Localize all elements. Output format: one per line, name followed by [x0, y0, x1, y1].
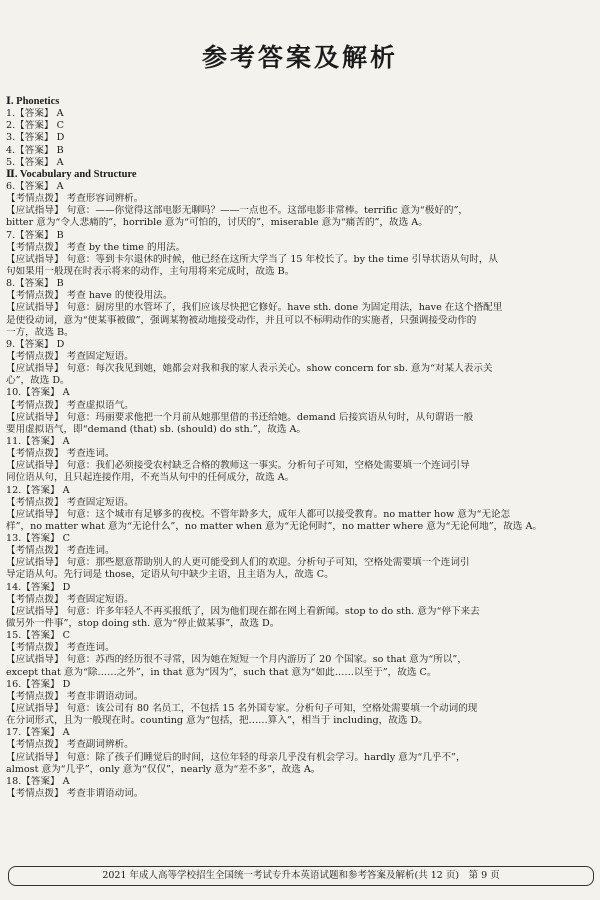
text-line: 10.【答案】 A: [6, 387, 70, 399]
text-line: 【考情点拨】 考查固定短语。: [6, 350, 134, 362]
text-line: 做另外一件事”，stop doing sth. 意为“停止做某事”，故选 D。: [6, 618, 280, 630]
text-line: 16.【答案】 D: [6, 678, 71, 690]
text-line: 要用虚拟语气，即“demand (that) sb. (should) do sth.”，故选 A。: [6, 423, 307, 435]
text-line: 【应试指导】 句意：每次我见到她，她都会对我和我的家人表示关心。show concern for sb. 意为“对某人表示关: [6, 363, 493, 375]
text-line: 14.【答案】 D: [6, 581, 71, 593]
text-line: 【考情点拨】 考查连词。: [6, 545, 115, 557]
text-line: 【应试指导】 句意：除了孩子们睡觉后的时间，这位年轻的母亲几乎没有机会学习。hardly 意为“几乎不”，: [6, 751, 466, 763]
page-title: 参考答案及解析: [201, 43, 398, 72]
text-line: except that 意为“除……之外”，in that 意为“因为”，such that 意为“如此……以至于”，故选 C。: [6, 666, 437, 678]
text-line: 【应试指导】 句意：许多年轻人不再买报纸了，因为他们现在都在网上看新闻。stop to do sth. 意为“停下来去: [6, 605, 480, 617]
text-line: 【考情点拨】 考查虚拟语气。: [6, 399, 134, 411]
text-line: 7.【答案】 B: [6, 229, 64, 241]
text-line: 2.【答案】 C: [6, 120, 64, 132]
text-line: 【考情点拨】 考查非谓语动词。: [6, 788, 144, 800]
text-line: 15.【答案】 C: [6, 630, 71, 642]
text-line: 9.【答案】 D: [6, 338, 65, 350]
text-line: 同位语从句，且只起连接作用，不充当从句中的任何成分，故选 A。: [6, 472, 295, 484]
text-line: 18.【答案】 A: [6, 775, 70, 787]
text-line: 13.【答案】 C: [6, 533, 71, 545]
answer-content: [6, 96, 594, 858]
text-line: 11.【答案】 A: [6, 435, 70, 447]
text-line: 【考情点拨】 考查 have 的使役用法。: [6, 290, 173, 302]
text-line: 【考情点拨】 考查非谓语动词。: [6, 690, 144, 702]
text-line: 【应试指导】 句意：这个城市有足够多的夜校。不管年龄多大，成年人都可以接受教育。no matter how 意为“无论怎: [6, 508, 511, 520]
text-line: 一方，故选 B。: [6, 326, 74, 338]
text-line: 【考情点拨】 考查连词。: [6, 642, 115, 654]
text-line: 【考情点拨】 考查固定短语。: [6, 593, 134, 605]
text-line: 是使役动词，意为“使某事被做”，强调某物被动地接受动作，并且可以不标明动作的实施者，只强调接受动作的: [6, 314, 477, 326]
text-line: 【应试指导】 句意：那些愿意帮助别人的人更可能受到人们的欢迎。分析句子可知，空格处需要填一个连词引: [6, 557, 470, 569]
text-line: 【应试指导】 句意：玛丽要求他把一个月前从她那里借的书还给她。demand 后接宾语从句时，从句谓语一般: [6, 411, 474, 423]
text-line: 样”，no matter what 意为“无论什么”，no matter when 意为“无论何时”，no matter where 意为“无论何地”，故选 A。: [6, 520, 542, 532]
text-line: 【考情点拨】 考查形容词辨析。: [6, 193, 144, 205]
text-line: 【考情点拨】 考查 by the time 的用法。: [6, 241, 186, 253]
text-line: 【应试指导】 句意：苏西的经历很不寻常，因为她在短短一个月内游历了 20 个国家。so that 意为“所以”，: [6, 654, 467, 666]
text-line: bitter 意为“令人悲痛的”，horrible 意为“可怕的，讨厌的”，miserable 意为“痛苦的”，故选 A。: [6, 217, 428, 229]
text-line: 导定语从句。先行词是 those，定语从句中缺少主语，且主语为人，故选 C。: [6, 569, 334, 581]
text-line: 6.【答案】 A: [6, 180, 64, 192]
section-heading: Ⅱ. Vocabulary and Structure: [6, 168, 137, 180]
text-line: 4.【答案】 B: [6, 144, 64, 156]
text-line: 【应试指导】 句意：厨房里的水管坏了，我们应该尽快把它修好。have sth. done 为固定用法，have 在这个搭配里: [6, 302, 503, 314]
text-line: 17.【答案】 A: [6, 727, 70, 739]
text-line: 在分词形式，且为一般现在时。counting 意为“包括，把……算入”，相当于 including，故选 D。: [6, 715, 428, 727]
text-line: 【考情点拨】 考查副词辨析。: [6, 739, 134, 751]
text-line: 5.【答案】 A: [6, 156, 64, 168]
text-line: 【应试指导】 句意：等到卡尔退休的时候，他已经在这所大学当了 15 年校长了。by the time 引导状语从句时，从: [6, 253, 499, 265]
text-line: 心”，故选 D。: [6, 375, 70, 387]
text-line: 【应试指导】 句意：该公司有 80 名员工，不包括 15 名外国专家。分析句子可知，空格处需要填一个动词的现: [6, 703, 478, 715]
text-line: 【应试指导】 句意：我们必须接受农村缺乏合格的教师这一事实。分析句子可知，空格处需要填一个连词引导: [6, 460, 470, 472]
text-line: 8.【答案】 B: [6, 278, 64, 290]
text-line: 1.【答案】 A: [6, 108, 64, 120]
text-line: 【考情点拨】 考查连词。: [6, 448, 115, 460]
section-heading: Ⅰ. Phonetics: [6, 96, 60, 107]
text-line: 【应试指导】 句意：——你觉得这部电影无聊吗？——一点也不。这部电影非常棒。terrific 意为“极好的”，: [6, 205, 468, 217]
text-line: 12.【答案】 A: [6, 484, 70, 496]
text-line: 句如果用一般现在时表示将来的动作，主句用将来完成时，故选 B。: [6, 265, 295, 277]
text-line: 3.【答案】 D: [6, 132, 65, 144]
text-line: almost 意为“几乎”，only 意为“仅仅”，nearly 意为“差不多”，故选 A。: [6, 763, 321, 775]
page-footer: 2021 年成人高等学校招生全国统一考试专升本英语试题和参考答案及解析(共 12 页) 第 9 页: [8, 866, 594, 886]
text-line: 【考情点拨】 考查固定短语。: [6, 496, 134, 508]
